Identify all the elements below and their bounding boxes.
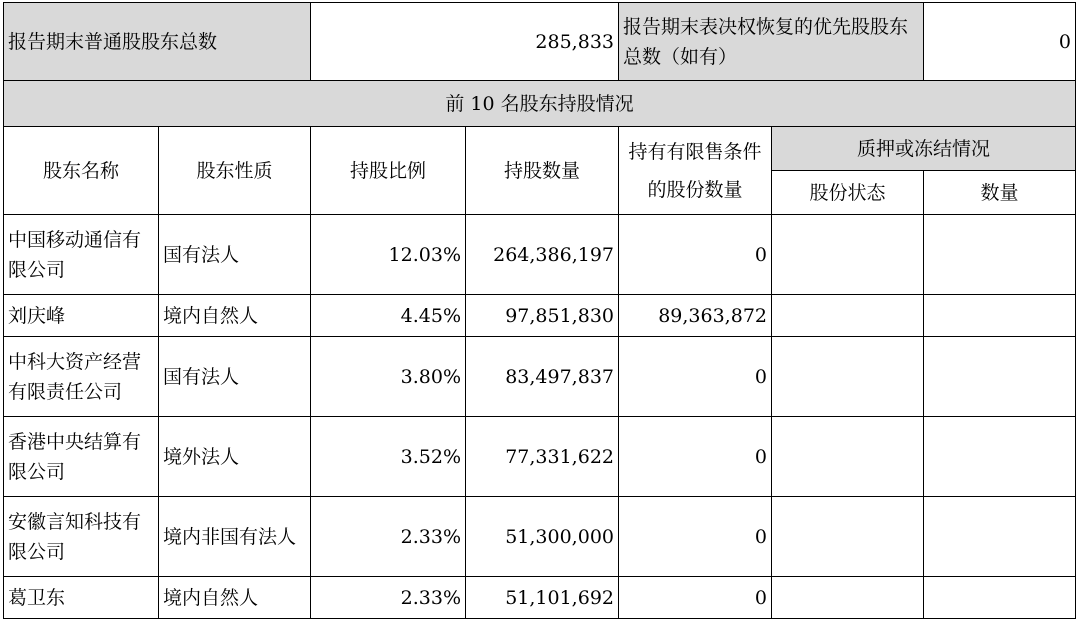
shareholder-name: 刘庆峰 (4, 295, 159, 337)
section-title: 前 10 名股东持股情况 (4, 81, 1076, 127)
shareholder-name: 香港中央结算有限公司 (4, 417, 159, 497)
header-row-1 (4, 127, 1076, 171)
shareholder-name: 安徽言知科技有限公司 (4, 497, 159, 577)
restricted-quantity: 0 (619, 337, 772, 417)
pledge-status (772, 215, 924, 295)
pledge-status (772, 295, 924, 337)
holding-ratio: 2.33% (311, 577, 466, 619)
pledge-status (772, 337, 924, 417)
holding-quantity: 83,497,837 (466, 337, 619, 417)
holding-quantity: 77,331,622 (466, 417, 619, 497)
holding-ratio: 2.33% (311, 497, 466, 577)
pledge-quantity (924, 337, 1076, 417)
summary-row (4, 3, 1076, 81)
holding-quantity: 51,101,692 (466, 577, 619, 619)
table-row (4, 215, 1076, 295)
restricted-quantity: 0 (619, 417, 772, 497)
common-holders-label: 报告期末普通股股东总数 (4, 3, 311, 81)
common-holders-value: 285,833 (311, 3, 619, 81)
pledge-quantity (924, 577, 1076, 619)
holding-ratio: 4.45% (311, 295, 466, 337)
table-row (4, 417, 1076, 497)
header-name: 股东名称 (4, 127, 159, 215)
shareholder-nature: 境外法人 (159, 417, 311, 497)
header-nature: 股东性质 (159, 127, 311, 215)
table-row (4, 577, 1076, 619)
section-title-row (4, 81, 1076, 127)
table-row (4, 337, 1076, 417)
restricted-quantity: 0 (619, 497, 772, 577)
shareholder-nature: 境内自然人 (159, 295, 311, 337)
table-row (4, 295, 1076, 337)
shareholder-table (3, 2, 1076, 619)
shareholder-nature: 境内自然人 (159, 577, 311, 619)
table-row (4, 497, 1076, 577)
shareholder-name: 葛卫东 (4, 577, 159, 619)
holding-quantity: 264,386,197 (466, 215, 619, 295)
header-restricted: 持有有限售条件的股份数量 (619, 127, 772, 215)
holding-ratio: 3.80% (311, 337, 466, 417)
header-pledge-group: 质押或冻结情况 (772, 127, 1076, 171)
pledge-status (772, 577, 924, 619)
restricted-quantity: 0 (619, 215, 772, 295)
preferred-holders-value: 0 (924, 3, 1076, 81)
pledge-quantity (924, 417, 1076, 497)
preferred-holders-label: 报告期末表决权恢复的优先股股东总数（如有） (619, 3, 924, 81)
header-ratio: 持股比例 (311, 127, 466, 215)
header-quantity: 持股数量 (466, 127, 619, 215)
shareholder-name: 中国移动通信有限公司 (4, 215, 159, 295)
shareholder-name: 中科大资产经营有限责任公司 (4, 337, 159, 417)
holding-ratio: 3.52% (311, 417, 466, 497)
shareholder-nature: 国有法人 (159, 337, 311, 417)
pledge-status (772, 497, 924, 577)
holding-ratio: 12.03% (311, 215, 466, 295)
holding-quantity: 51,300,000 (466, 497, 619, 577)
holding-quantity: 97,851,830 (466, 295, 619, 337)
pledge-quantity (924, 497, 1076, 577)
restricted-quantity: 0 (619, 577, 772, 619)
shareholder-nature: 境内非国有法人 (159, 497, 311, 577)
header-pledge-qty: 数量 (924, 171, 1076, 215)
restricted-quantity: 89,363,872 (619, 295, 772, 337)
pledge-quantity (924, 215, 1076, 295)
pledge-status (772, 417, 924, 497)
pledge-quantity (924, 295, 1076, 337)
header-pledge-status: 股份状态 (772, 171, 924, 215)
shareholder-nature: 国有法人 (159, 215, 311, 295)
